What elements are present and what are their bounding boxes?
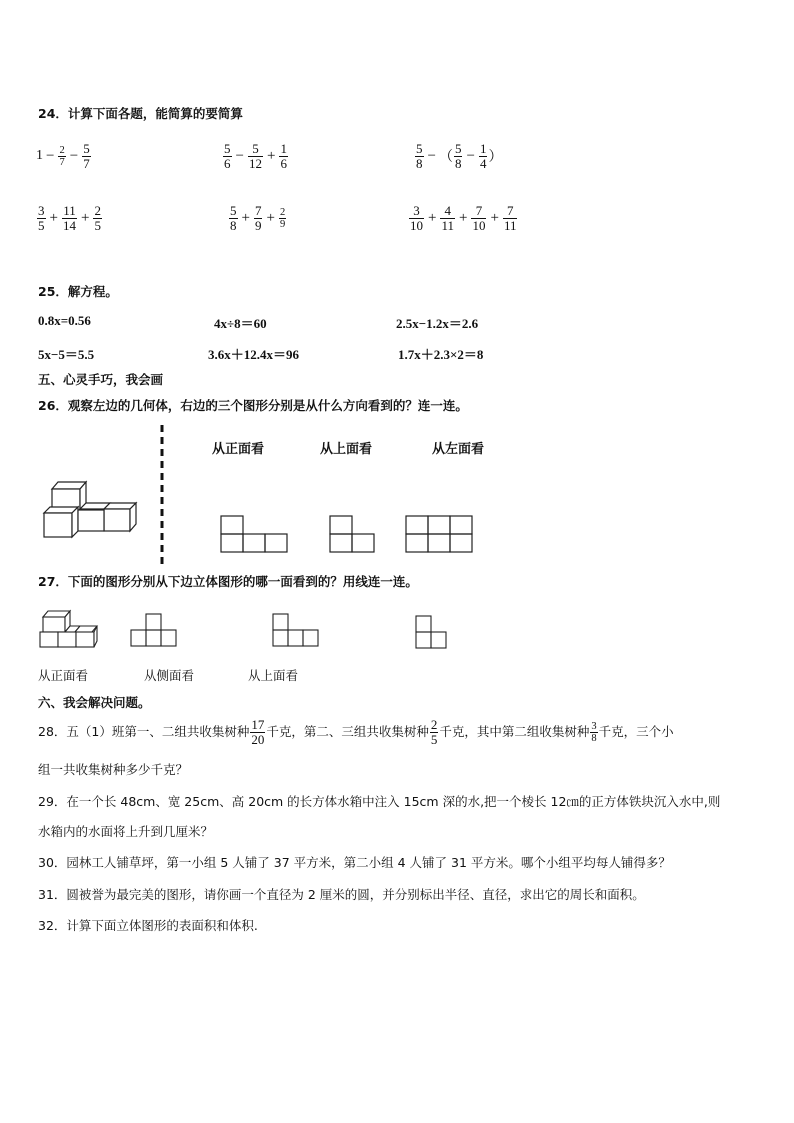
fraction: $\frac{5}{6}$ xyxy=(224,141,231,171)
q27-label-front: 从正面看 xyxy=(38,668,89,683)
fraction: $\frac{2}{9}$ xyxy=(279,206,286,230)
fraction: $\frac{7}{9}$ xyxy=(254,203,262,233)
fraction: $\frac{3}{5}$ xyxy=(38,203,45,233)
q26-title: 26．观察左边的几何体，右边的三个图形分别是从什么方向看到的？连一连。 xyxy=(38,398,468,413)
equation: 2.5x−1.2x＝2.6 xyxy=(396,316,479,331)
view-grid-3 xyxy=(406,516,472,552)
fraction: $\frac{7}{10}$ xyxy=(472,203,486,233)
fraction: $\frac{1}{4}$ xyxy=(479,141,487,171)
fraction: $\frac{2}{7}$ xyxy=(59,144,65,168)
fraction: $\frac{5}{7}$ xyxy=(83,141,90,171)
fraction: $\frac{11}{14}$ xyxy=(62,203,76,233)
q24-expr-2: $\frac{5}{6}$ − $\frac{5}{12}$ + $\frac{1}{6}$ xyxy=(224,141,287,171)
fraction: $\frac{5}{8}$ xyxy=(454,141,462,171)
equation: 5x−5＝5.5 xyxy=(38,347,95,362)
q24-expr-6: $\frac{3}{10}$ + $\frac{4}{11}$ + $\frac{7}{10}$ + $\frac{7}{11}$ xyxy=(410,203,517,233)
q31-text: 31．圆被誉为最完美的图形，请你画一个直径为 2 厘米的圆，并分别标出半径、直径，求出它的周长和面积。 xyxy=(38,887,645,902)
q28-line-1: 28．五（1）班第一、二组共收集树种 $\frac{17}{20}$ 千克，第二、三组共收集树种 $\frac{2}{5}$ 千克，其中第二组收集树种 $\frac{3}{8}$ 千克，三个小 xyxy=(38,717,674,747)
view-grid-2 xyxy=(330,516,374,552)
view-grid-1 xyxy=(221,516,287,552)
q24-expr-5: $\frac{5}{8}$ + $\frac{7}{9}$ + $\frac{2}{9}$ xyxy=(230,203,286,233)
equation: 0.8x=0.56 xyxy=(38,313,91,328)
equation: 1.7x＋2.3×2＝8 xyxy=(398,347,484,362)
fraction: $\frac{17}{20}$ xyxy=(251,717,265,747)
fraction: $\frac{5}{12}$ xyxy=(248,141,262,171)
fraction: $\frac{2}{5}$ xyxy=(430,717,438,747)
equation: 3.6x＋12.4x＝96 xyxy=(208,347,300,362)
fraction: $\frac{3}{8}$ xyxy=(591,720,597,744)
solid-3d xyxy=(44,482,136,537)
q25-title: 25．解方程。 xyxy=(38,284,118,299)
fraction: $\frac{5}{8}$ xyxy=(230,203,237,233)
view-label-top: 从上面看 xyxy=(320,442,373,457)
view-label-front: 从正面看 xyxy=(212,442,265,457)
q28-line-2: 组一共收集树种多少千克？ xyxy=(38,762,189,777)
q29-line-2: 水箱内的水面将上升到几厘米？ xyxy=(38,824,214,839)
q30-text: 30．园林工人铺草坪，第一小组 5 人铺了 37 平方米，第二小组 4 人铺了 31 平方米。哪个小组平均每人铺得多？ xyxy=(38,855,671,870)
fraction: $\frac{7}{11}$ xyxy=(503,203,517,233)
fraction: $\frac{1}{6}$ xyxy=(280,141,287,171)
section-6-heading: 六、我会解决问题。 xyxy=(38,695,151,710)
q27-view-grid-2 xyxy=(273,614,318,646)
q27-title: 27．下面的图形分别从下边立体图形的哪一面看到的？用线连一连。 xyxy=(38,574,418,589)
q24-title: 24．计算下面各题，能简算的要简算 xyxy=(38,106,243,121)
fraction: $\frac{3}{10}$ xyxy=(410,203,423,233)
q24-expr-1: 1 − $\frac{2}{7}$ − $\frac{5}{7}$ xyxy=(36,141,90,171)
fraction: $\frac{5}{8}$ xyxy=(416,141,423,171)
q32-text: 32．计算下面立体图形的表面积和体积. xyxy=(38,918,258,933)
q27-label-top: 从上面看 xyxy=(248,668,299,683)
q24-expr-3: $\frac{5}{8}$ − （ $\frac{5}{8}$ − $\frac{1}{4}$ ） xyxy=(416,141,503,171)
fraction: $\frac{4}{11}$ xyxy=(441,203,454,233)
view-label-left: 从左面看 xyxy=(432,442,485,457)
q27-solid-3d xyxy=(40,611,97,647)
q29-line-1: 29．在一个长 48cm、宽 25cm、高 20cm 的长方体水箱中注入 15cm 深的水,把一个棱长 12㎝的正方体铁块沉入水中,则 xyxy=(38,794,721,809)
q27-view-grid-1 xyxy=(131,614,176,646)
fraction: $\frac{2}{5}$ xyxy=(94,203,101,233)
q27-label-side: 从侧面看 xyxy=(144,668,195,683)
q24-expr-4: $\frac{3}{5}$ + $\frac{11}{14}$ + $\frac{2}{5}$ xyxy=(38,203,101,233)
q27-view-grid-3 xyxy=(416,616,446,648)
section-5-heading: 五、心灵手巧，我会画 xyxy=(38,372,164,387)
equation: 4x÷8＝60 xyxy=(214,316,267,331)
